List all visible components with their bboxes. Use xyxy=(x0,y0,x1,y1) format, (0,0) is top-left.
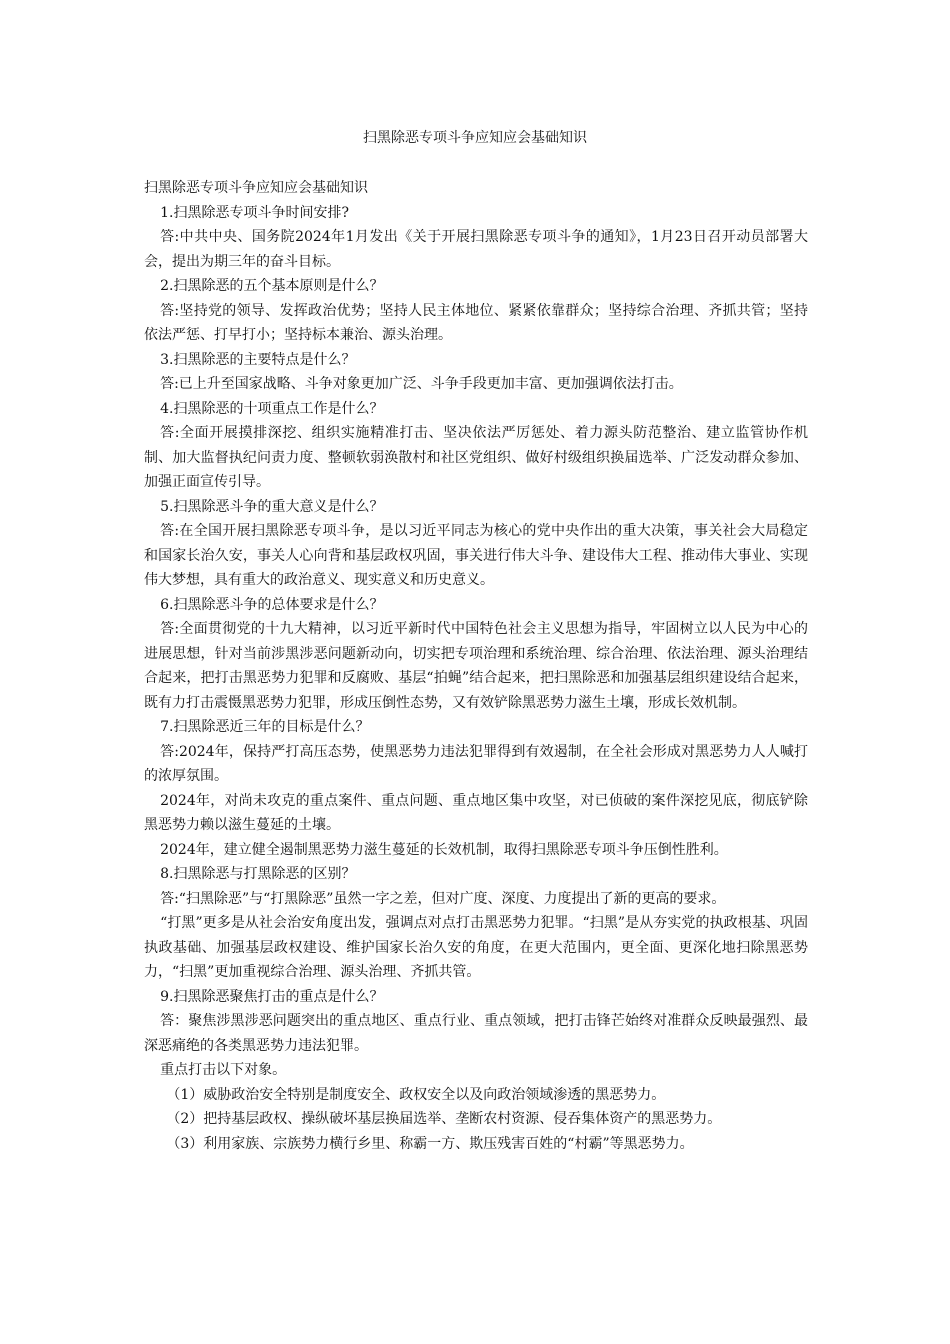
question-paragraph: 4.扫黑除恶的十项重点工作是什么？ xyxy=(160,400,384,417)
question-paragraph: 3.扫黑除恶的主要特点是什么？ xyxy=(160,351,356,368)
answer-paragraph: 答：聚焦涉黑涉恶问题突出的重点地区、重点行业、重点领域，把打击锋芒始终对准群众反映最强烈、最深恶痛绝的各类黑恶势力违法犯罪。 xyxy=(144,1013,808,1054)
question-paragraph: 6.扫黑除恶斗争的总体要求是什么？ xyxy=(160,596,384,613)
question-paragraph: 7.扫黑除恶近三年的目标是什么？ xyxy=(160,719,370,735)
answer-paragraph: 答:在全国开展扫黑除恶专项斗争，是以习近平同志为核心的党中央作出的重大决策，事关社会大局稳定和国家长治久安，事关人心向背和基层政权巩固，事关进行伟大斗争、建设伟大工程、推动伟大事业、实现伟大梦想，具有重大的政治意义、现实意义和历史意义。 xyxy=(144,523,808,588)
answer-paragraph: 答:中共中央、国务院2024年1月发出《关于开展扫黑除恶专项斗争的通知》，1月23日召开动员部署大会，提出为期三年的奋斗目标。 xyxy=(144,229,808,270)
answer-paragraph: 答:“扫黑除恶”与“打黑除恶”虽然一字之差，但对广度、深度、力度提出了新的更高的要求。 xyxy=(160,890,726,907)
answer-paragraph: 重点打击以下对象。 xyxy=(160,1062,287,1078)
answer-paragraph: 答:全面贯彻党的十九大精神，以习近平新时代中国特色社会主义思想为指导，牢固树立以人民为中心的进展思想，针对当前涉黑涉恶问题新动向，切实把专项治理和系统治理、综合治理、依法治理、源头治理结合起来，把打击黑恶势力犯罪和反腐败、基层“拍蝇”结合起来，把扫黑除恶和加强基层组织建设结合起来，既有力打击震慑黑恶势力犯罪，形成压倒性态势，又有效铲除黑恶势力滋生土壤，形成长效机制。 xyxy=(144,621,808,711)
list-item: （1）威胁政治安全特别是制度安全、政权安全以及向政治领域渗透的黑恶势力。 xyxy=(166,1086,666,1103)
answer-paragraph: 答:坚持党的领导、发挥政治优势；坚持人民主体地位、紧紧依靠群众；坚持综合治理、齐抓共管；坚持依法严惩、打早打小；坚持标本兼治、源头治理。 xyxy=(144,302,808,343)
question-paragraph: 9.扫黑除恶聚焦打击的重点是什么？ xyxy=(160,988,384,1005)
question-paragraph: 8.扫黑除恶与打黑除恶的区别？ xyxy=(160,866,356,882)
answer-paragraph: “打黑”更多是从社会治安角度出发，强调点对点打击黑恶势力犯罪。“扫黑”是从夯实党的执政根基、巩固执政基础、加强基层政权建设、维护国家长治久安的角度，在更大范围内，更全面、更深化地扫除黑恶势力，“扫黑”更加重视综合治理、源头治理、齐抓共管。 xyxy=(144,915,808,980)
list-item: （2）把持基层政权、操纵破坏基层换届选举、垄断农村资源、侵吞集体资产的黑恶势力。 xyxy=(166,1111,722,1127)
answer-paragraph: 答:2024年，保持严打高压态势，使黑恶势力违法犯罪得到有效遏制，在全社会形成对黑恶势力人人喊打的浓厚氛围。 xyxy=(144,743,808,784)
list-item: （3）利用家族、宗族势力横行乡里、称霸一方、欺压残害百姓的“村霸”等黑恶势力。 xyxy=(166,1135,694,1152)
answer-paragraph: 2024年，建立健全遏制黑恶势力滋生蔓延的长效机制，取得扫黑除恶专项斗争压倒性胜利。 xyxy=(160,841,728,858)
answer-paragraph: 答:全面开展摸排深挖、组织实施精准打击、坚决依法严厉惩处、着力源头防范整治、建立监管协作机制、加大监督执纪问责力度、整顿软弱涣散村和社区党组织、做好村级组织换届选举、广泛发动群众参加、加强正面宣传引导。 xyxy=(144,425,808,490)
question-paragraph: 2.扫黑除恶的五个基本原则是什么？ xyxy=(160,278,384,294)
document-subtitle: 扫黑除恶专项斗争应知应会基础知识 xyxy=(144,180,368,196)
question-paragraph: 5.扫黑除恶斗争的重大意义是什么？ xyxy=(160,498,384,515)
document-body xyxy=(144,176,808,1156)
answer-paragraph: 答:已上升至国家战略、斗争对象更加广泛、斗争手段更加丰富、更加强调依法打击。 xyxy=(160,376,683,392)
answer-paragraph: 2024年，对尚未攻克的重点案件、重点问题、重点地区集中攻坚，对已侦破的案件深挖见底，彻底铲除黑恶势力赖以滋生蔓延的土壤。 xyxy=(144,792,808,833)
question-paragraph: 1.扫黑除恶专项斗争时间安排? xyxy=(160,204,349,221)
document-title: 扫黑除恶专项斗争应知应会基础知识 xyxy=(363,130,587,146)
